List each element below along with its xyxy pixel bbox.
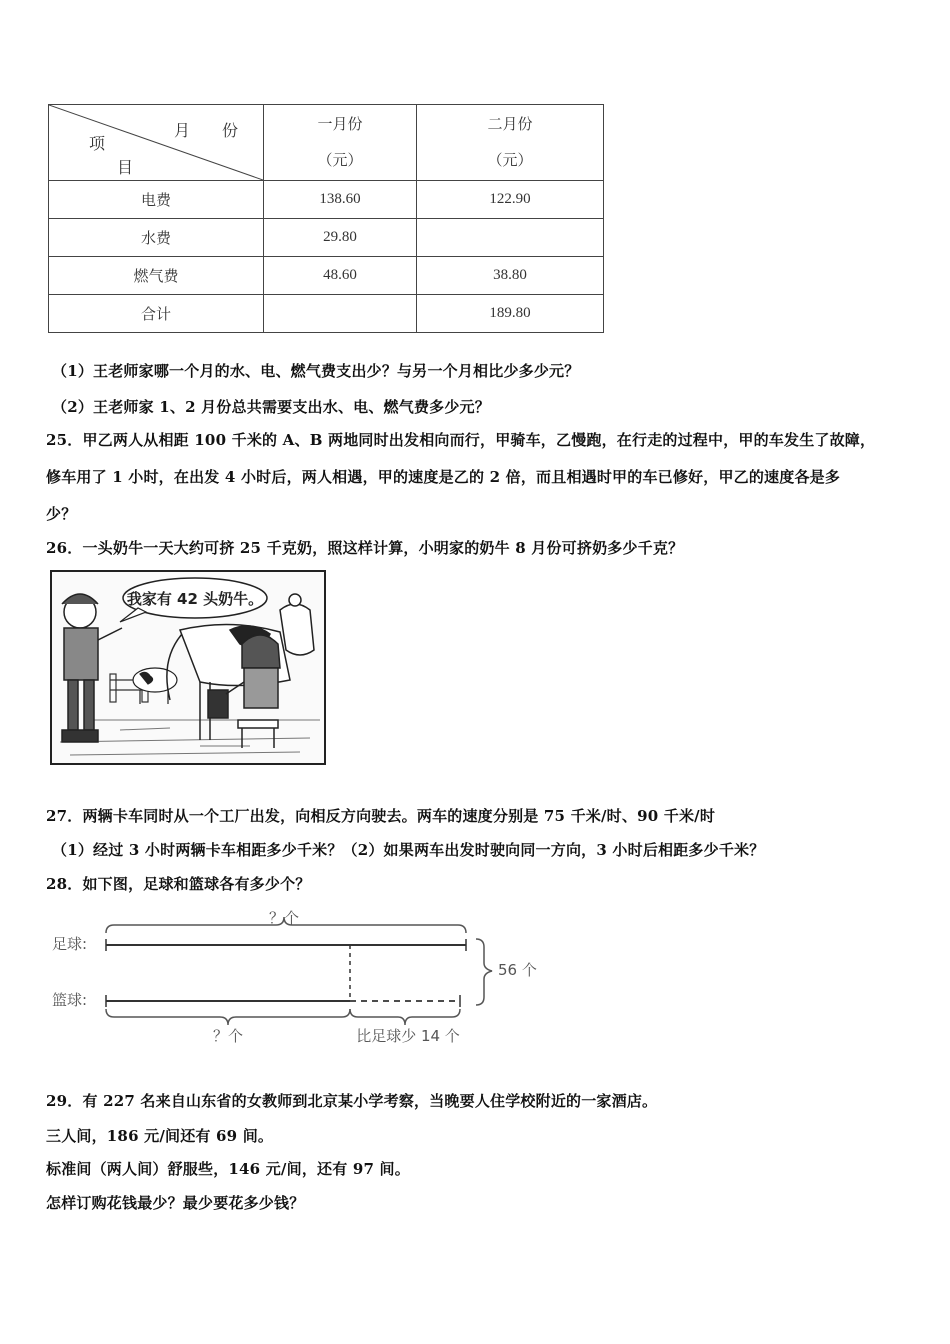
row-item: 合计 xyxy=(49,295,264,333)
q25-line3: 少？ xyxy=(46,505,77,523)
table-row xyxy=(49,219,604,257)
corner-month-label: 月 份 xyxy=(174,123,239,140)
row-jan: 29.80 xyxy=(264,219,417,257)
row-feb xyxy=(417,219,604,257)
header-month1: 一月份 （元） xyxy=(264,105,417,181)
bottom-brace xyxy=(106,1009,350,1025)
row-item: 燃气费 xyxy=(49,257,264,295)
row-jan xyxy=(264,295,417,333)
ball-segment-diagram xyxy=(48,905,548,1055)
row-item: 水费 xyxy=(49,219,264,257)
top-unknown-label: ？个 xyxy=(268,909,300,927)
q29-line3: 标准间（两人间）舒服些，146 元/间，还有 97 间。 xyxy=(46,1160,410,1178)
q24-part2: （2）王老师家 1、2 月份总共需要支出水、电、燃气费多少元？ xyxy=(52,398,490,416)
q29-line2: 三人间，186 元/间还有 69 间。 xyxy=(46,1127,274,1145)
q25-line2: 修车用了 1 小时，在出发 4 小时后，两人相遇，甲的速度是乙的 2 倍，而且相遇时甲的车已修好，甲乙的速度各是多 xyxy=(46,468,841,486)
row-jan: 138.60 xyxy=(264,181,417,219)
difference-label: 比足球少 14 个 xyxy=(356,1027,460,1045)
row-item: 电费 xyxy=(49,181,264,219)
q28-text: 28．如下图，足球和篮球各有多少个？ xyxy=(46,875,311,893)
dairy-cartoon-illustration xyxy=(50,570,326,765)
total-label: 56 个 xyxy=(498,961,537,979)
corner-item-label: 项 xyxy=(89,136,106,153)
row-feb: 38.80 xyxy=(417,257,604,295)
basketball-label: 篮球: xyxy=(52,991,88,1009)
bottom-unknown-label: ？个 xyxy=(212,1027,244,1045)
difference-brace xyxy=(350,1009,460,1025)
expense-table xyxy=(48,104,604,333)
speech-bubble-text: 我家有 42 头奶牛。 xyxy=(126,590,264,608)
football-label: 足球: xyxy=(52,935,88,953)
table-corner-header xyxy=(49,105,264,181)
table-row xyxy=(49,295,604,333)
row-feb: 122.90 xyxy=(417,181,604,219)
header-month2: 二月份 （元） xyxy=(417,105,604,181)
q27-line1: 27．两辆卡车同时从一个工厂出发，向相反方向驶去。两车的速度分别是 75 千米/时、90 千米/时 xyxy=(46,807,716,825)
corner-diagonal-line xyxy=(49,105,263,180)
q25-line1: 25．甲乙两人从相距 100 千米的 A、B 两地同时出发相向而行，甲骑车，乙慢跑，在行走的过程中，甲的车发生了故障， xyxy=(46,431,876,449)
total-brace xyxy=(476,939,492,1005)
table-header-row xyxy=(49,105,604,181)
q26-text: 26．一头奶牛一天大约可挤 25 千克奶，照这样计算，小明家的奶牛 8 月份可挤奶多少千克？ xyxy=(46,539,684,557)
row-jan: 48.60 xyxy=(264,257,417,295)
q24-part1: （1）王老师家哪一个月的水、电、燃气费支出少？与另一个月相比少多少元？ xyxy=(52,362,580,380)
table-row xyxy=(49,181,604,219)
table-row xyxy=(49,257,604,295)
corner-item-label-2: 目 xyxy=(117,160,134,177)
q29-line4: 怎样订购花钱最少？最少要花多少钱？ xyxy=(46,1194,305,1212)
q27-line2: （1）经过 3 小时两辆卡车相距多少千米？（2）如果两车出发时驶向同一方向，3 小时后相距多少千米？ xyxy=(52,841,765,859)
q29-line1: 29．有 227 名来自山东省的女教师到北京某小学考察，当晚要人住学校附近的一家酒店。 xyxy=(46,1092,658,1110)
row-feb: 189.80 xyxy=(417,295,604,333)
